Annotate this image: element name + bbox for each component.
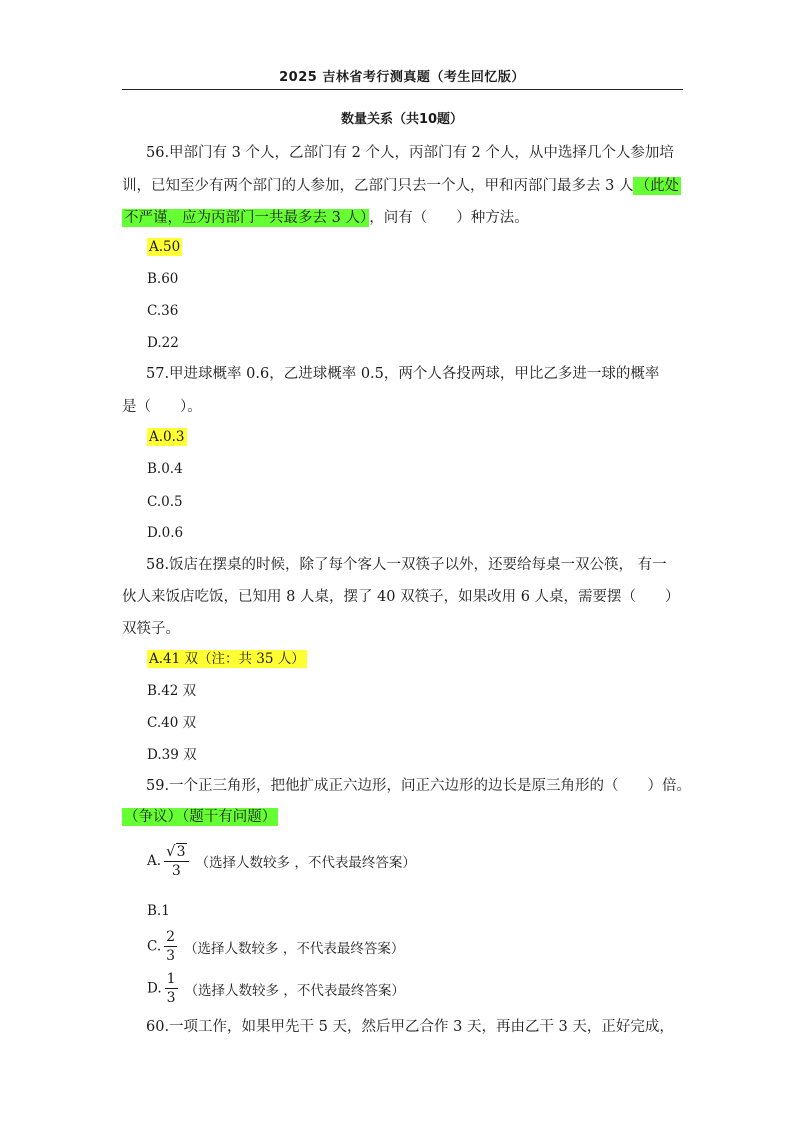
q59-option-d-denominator: 3: [166, 990, 176, 1006]
q56-option-d: D.22: [147, 335, 179, 351]
q59-option-d-prefix: D.: [147, 980, 162, 997]
q58-option-a: [147, 648, 307, 670]
q59-option-a-denominator: 3: [171, 863, 181, 879]
q59-line-1: 59.一个正三角形，把他扩成正六边形，问正六边形的边长是原三角形的（ ）倍。: [146, 778, 692, 794]
q58-answer-highlight: A.41 双（注：共 35 人）: [149, 651, 305, 667]
q57-answer-highlight: A.0.3: [149, 429, 185, 445]
q58-option-d: D.39 双: [147, 747, 197, 763]
q56-option-c: C.36: [147, 303, 179, 319]
q59-option-c: [147, 930, 404, 963]
q58-option-b: B.42 双: [147, 683, 197, 699]
q57-option-a: [147, 426, 187, 448]
q59-option-a: [147, 844, 416, 878]
q57-option-d: D.0.6: [147, 525, 184, 541]
q59-option-b: B.1: [147, 903, 170, 919]
q57-option-b: B.0.4: [147, 461, 183, 477]
q56-green-highlight-2: 不严谨，应为丙部门一共最多去 3 人）: [124, 210, 368, 226]
q59-dispute-highlight: （争议）（题干有问题）: [124, 809, 277, 825]
q59-option-a-numerator: [164, 844, 188, 862]
q59-option-c-fraction: [164, 930, 177, 963]
q59-dispute-line: [122, 806, 278, 828]
q59-option-c-denominator: 3: [166, 948, 176, 964]
page-header: 2025 吉林省考行测真题（考生回忆版）: [279, 70, 525, 85]
q60-line-1: 60.一项工作，如果甲先干 5 天，然后甲乙合作 3 天，再由乙干 3 天，正好完成，: [146, 1019, 674, 1035]
q58-line-2: 伙人来饭店吃饭，已知用 8 人桌，摆了 40 双筷子，如果改用 6 人桌，需要摆（ ）: [122, 589, 680, 605]
q56-line-2: [122, 175, 681, 197]
q59-option-c-note: （选择人数较多 ，不代表最终答案）: [184, 940, 405, 957]
q59-option-d-note: （选择人数较多 ，不代表最终答案）: [184, 982, 405, 999]
section-title: 数量关系（共10题）: [340, 112, 464, 127]
q56-line-3: [122, 207, 529, 229]
q56-answer-highlight: A.50: [149, 239, 181, 255]
q58-line-1: 58.饭店在摆桌的时候，除了每个客人一双筷子以外，还要给每桌一双公筷， 有一: [146, 557, 667, 573]
q57-option-c: C.0.5: [147, 494, 183, 510]
q59-option-d: [147, 972, 405, 1005]
q59-option-a-note: （选择人数较多 ，不代表最终答案）: [195, 855, 416, 871]
q56-green-highlight-1: （此处: [635, 178, 679, 194]
sqrt-symbol: √3: [166, 842, 186, 860]
q56-option-b: B.60: [147, 271, 179, 287]
q56-line-3-text: ，问有（ ）种方法。: [369, 210, 529, 226]
q56-option-a: [147, 236, 182, 258]
q57-line-1: 57.甲进球概率 0.6，乙进球概率 0.5，两个人各投两球，甲比乙多进一球的概率: [146, 366, 660, 382]
q56-line-2-text: 训，已知至少有两个部门的人参加，乙部门只去一个人，甲和丙部门最多去 3 人: [122, 178, 634, 194]
q59-option-d-numerator: 1: [166, 971, 176, 987]
q58-line-3: 双筷子。: [122, 621, 180, 637]
q56-line-1: 56.甲部门有 3 个人，乙部门有 2 个人，丙部门有 2 个人，从中选择几个人参加培: [146, 145, 674, 161]
q57-line-2: 是（ ）。: [122, 399, 202, 415]
header-rule: [122, 89, 683, 90]
q59-option-a-prefix: A.: [147, 853, 162, 869]
q58-option-c: C.40 双: [147, 715, 197, 731]
q59-option-d-fraction: [165, 972, 178, 1005]
q59-option-a-fraction: [164, 844, 188, 878]
q59-option-c-prefix: C.: [147, 938, 162, 955]
q59-option-c-numerator: 2: [166, 929, 176, 945]
